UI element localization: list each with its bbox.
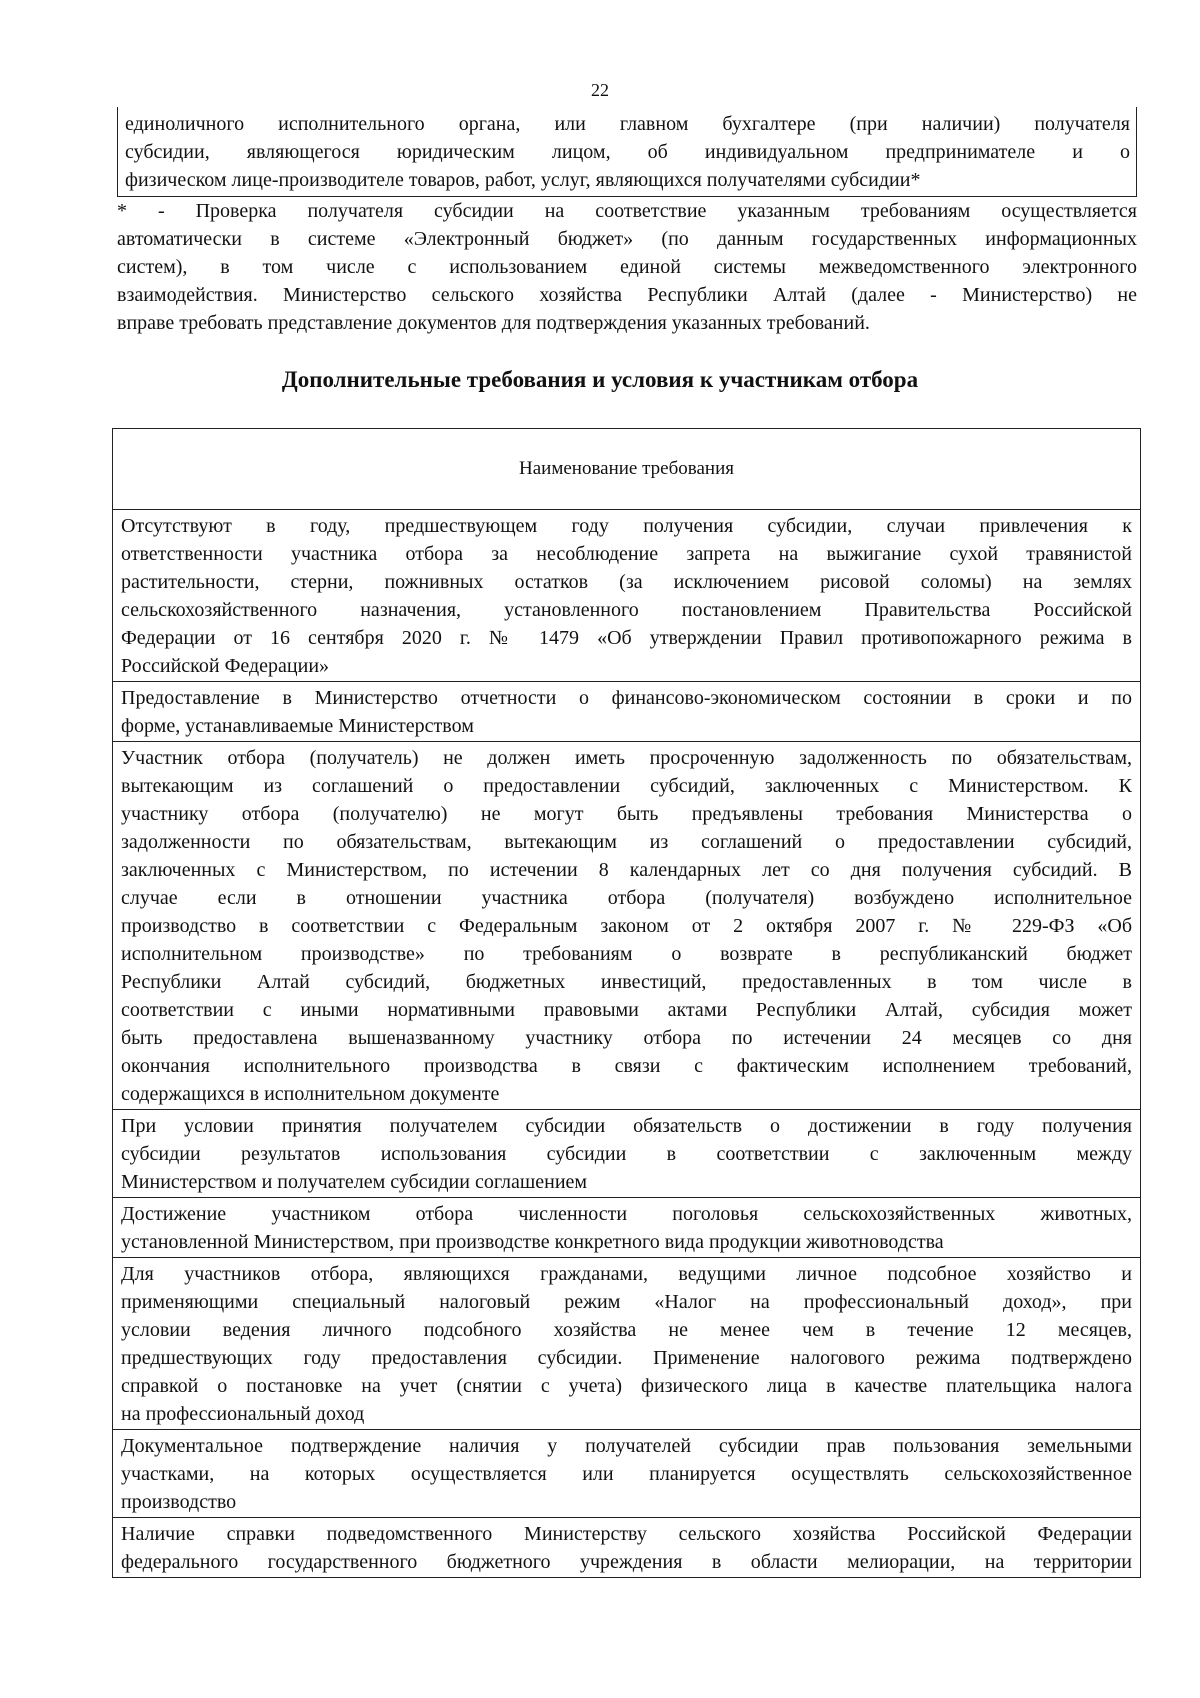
text-line: Предоставление в Министерство отчетности о финансово-экономическом состоянии в сроки и по [121,687,1132,709]
text-line: случае если в отношении участника отбора (получателя) возбуждено исполнительное [121,887,1132,909]
text-line: установленной Министерством, при производстве конкретного вида продукции животноводства [121,1231,944,1253]
requirement-cell [113,510,1141,682]
text-line: Достижение участником отбора численности поголовья сельскохозяйственных животных, [121,1203,1132,1225]
text-line: взаимодействия. Министерство сельского хозяйства Республики Алтай (далее - Министерство) не [117,284,1137,306]
text-line: исполнительном производстве» по требованиям о возврате в республиканский бюджет [121,943,1132,965]
requirement-cell [113,1430,1141,1518]
text-line: При условии принятия получателем субсидии обязательств о достижении в году получения [121,1115,1132,1137]
table-row [113,742,1141,1110]
requirement-cell [113,682,1141,742]
text-line: вправе требовать представление документов для подтверждения указанных требований. [117,312,870,334]
text-line: окончания исполнительного производства в связи с фактическим исполнением требований, [121,1055,1132,1077]
text-line: содержащихся в исполнительном документе [121,1083,500,1105]
text-line: участками, на которых осуществляется или планируется осуществлять сельскохозяйственное [121,1463,1132,1485]
text-line: задолженности по обязательствам, вытекающим из соглашений о предоставлении субсидий, [121,831,1132,853]
text-line: заключенных с Министерством, по истечении 8 календарных лет со дня получения субсидий. В [121,859,1132,881]
requirement-cell [113,1110,1141,1198]
text-line: Министерством и получателем субсидии соглашением [121,1171,588,1193]
text-line: справкой о постановке на учет (снятии с учета) физического лица в качестве плательщика налога [121,1375,1132,1397]
table-row [113,1198,1141,1258]
text-line: Для участников отбора, являющихся гражданами, ведущими личное подсобное хозяйство и [121,1263,1132,1285]
requirement-cell [113,1198,1141,1258]
text-line: автоматически в системе «Электронный бюджет» (по данным государственных информационных [117,228,1137,250]
text-line: Федерации от 16 сентября 2020 г. № 1479 «Об утверждении Правил противопожарного режима в [121,627,1132,649]
text-line: на профессиональный доход [121,1403,365,1425]
section-heading: Дополнительные требования и условия к участникам отбора [281,367,919,392]
table-row [113,682,1141,742]
text-line: * - Проверка получателя субсидии на соответствие указанным требованиям осуществляется [117,200,1137,222]
table-row [113,1110,1141,1198]
text-line: Наличие справки подведомственного Министерству сельского хозяйства Российской Федерации [121,1523,1132,1545]
text-line: ответственности участника отбора за несоблюдение запрета на выжигание сухой травянистой [121,543,1132,565]
text-line: Участник отбора (получатель) не должен иметь просроченную задолженность по обязательствам, [121,747,1132,769]
text-line: предшествующих году предоставления субсидии. Применение налогового режима подтверждено [121,1347,1132,1369]
text-line: растительности, стерни, пожнивных остатков (за исключением рисовой соломы) на землях [121,571,1132,593]
text-line: Отсутствуют в году, предшествующем году получения субсидии, случаи привлечения к [121,515,1132,537]
text-line: субсидии, являющегося юридическим лицом, об индивидуальном предпринимателе и о [125,141,1130,163]
text-line: Республики Алтай субсидий, бюджетных инвестиций, предоставленных в том числе в [121,971,1132,993]
table-header-row [113,429,1141,510]
table-header-cell: Наименование требования [113,429,1141,510]
text-line: применяющими специальный налоговый режим «Налог на профессиональный доход», при [121,1291,1132,1313]
text-line: производство [121,1491,237,1513]
text-line: производство в соответствии с Федеральным законом от 2 октября 2007 г. № 229-ФЗ «Об [121,915,1132,937]
text-line: физическом лице-производителе товаров, работ, услуг, являющихся получателями субсидии* [125,169,921,191]
table-row [113,1430,1141,1518]
requirement-cell [113,742,1141,1110]
continued-table-cell [117,107,1137,197]
text-line: форме, устанавливаемые Министерством [121,715,474,737]
text-line: вытекающим из соглашений о предоставлении субсидий, заключенных с Министерством. К [121,775,1132,797]
page-number: 22 [591,80,609,100]
text-line: Документальное подтверждение наличия у получателей субсидии прав пользования земельными [121,1435,1132,1457]
text-line: соответствии с иными нормативными правовыми актами Республики Алтай, субсидия может [121,999,1132,1021]
text-line: систем), в том числе с использованием единой системы межведомственного электронного [117,256,1137,278]
text-line: быть предоставлена вышеназванному участнику отбора по истечении 24 месяцев со дня [121,1027,1132,1049]
table-row [113,1518,1141,1578]
requirement-cell [113,1518,1141,1578]
requirement-cell [113,1258,1141,1430]
requirements-table [112,428,1141,1578]
text-line: субсидии результатов использования субсидии в соответствии с заключенным между [121,1143,1132,1165]
table-row [113,510,1141,682]
text-line: сельскохозяйственного назначения, установленного постановлением Правительства Российской [121,599,1132,621]
footnote [117,197,1137,337]
text-line: условии ведения личного подсобного хозяйства не менее чем в течение 12 месяцев, [121,1319,1132,1341]
text-line: единоличного исполнительного органа, или главном бухгалтере (при наличии) получателя [125,113,1130,135]
text-line: федерального государственного бюджетного учреждения в области мелиорации, на территории [121,1551,1132,1573]
text-line: участнику отбора (получателю) не могут быть предъявлены требования Министерства о [121,803,1132,825]
text-line: Российской Федерации» [121,655,330,677]
table-row [113,1258,1141,1430]
